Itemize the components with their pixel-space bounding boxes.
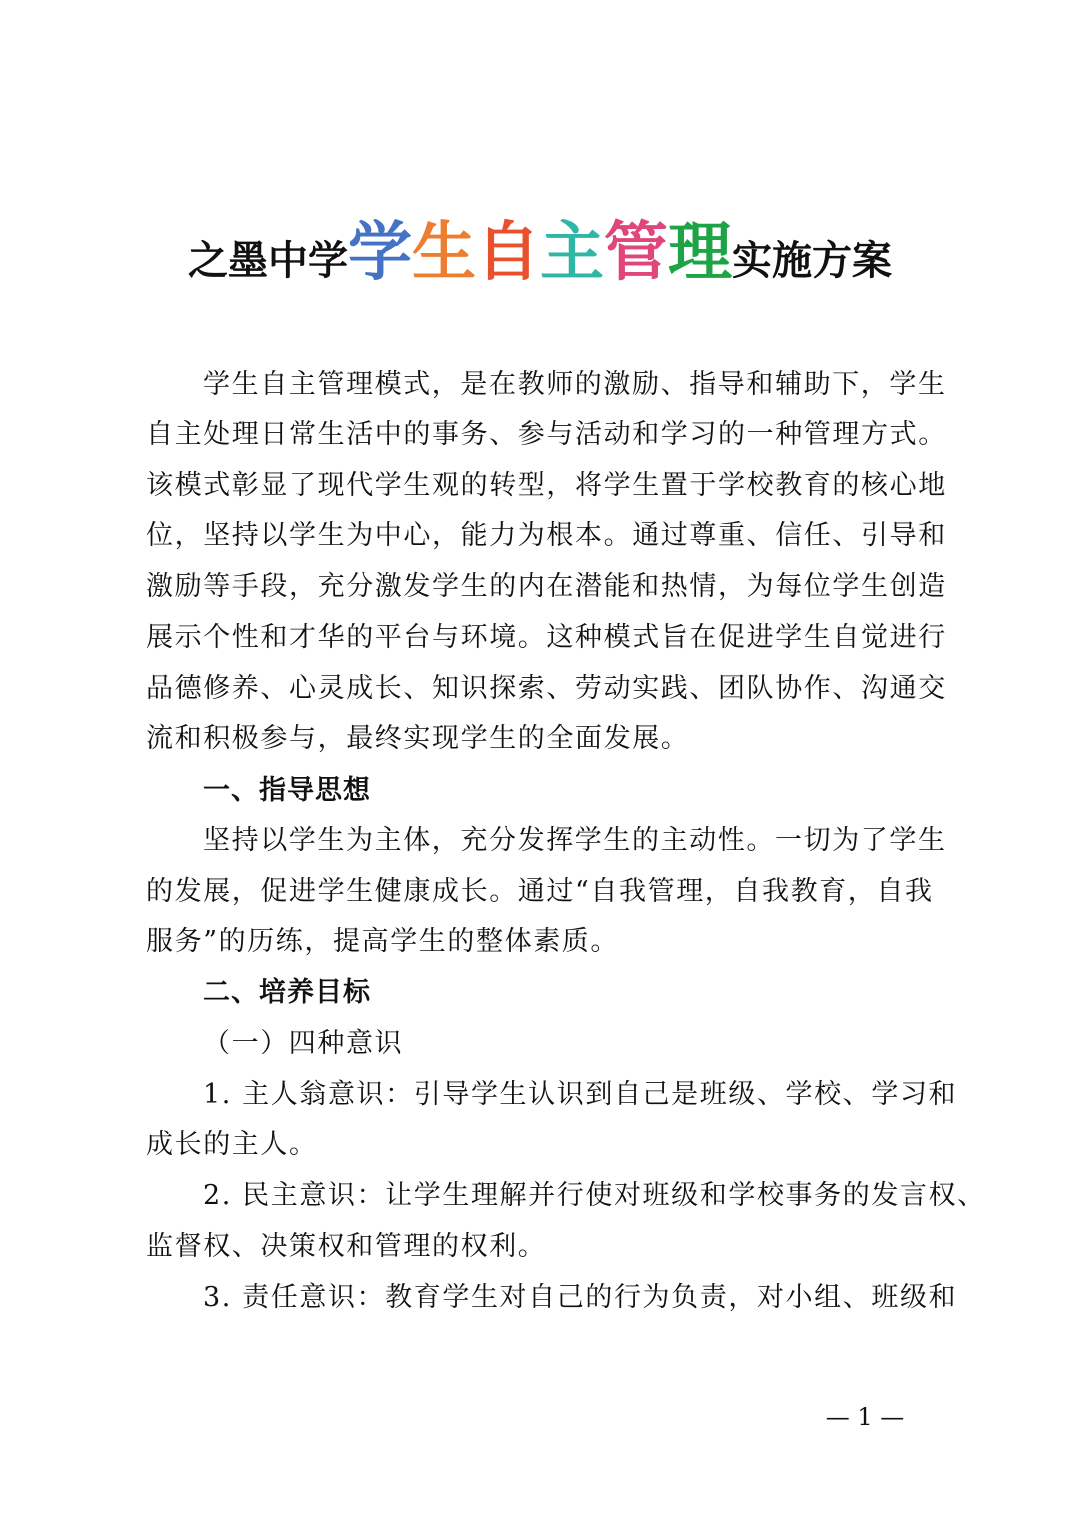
intro-line: 自主处理日常生活中的事务、参与活动和学习的一种管理方式。 — [146, 419, 947, 450]
title-highlight-char-4: 主 — [540, 216, 604, 290]
goal-item-line: 3. 责任意识：教育学生对自己的行为负责，对小组、班级和 — [203, 1282, 958, 1313]
page-number: — 1 — — [825, 1403, 905, 1431]
title-highlight-char-1: 学 — [348, 216, 412, 290]
intro-line: 品德修养、心灵成长、知识探索、劳动实践、团队协作、沟通交 — [146, 673, 947, 704]
title-highlight-char-2: 生 — [412, 216, 476, 290]
goal-item-line: 1. 主人翁意识：引导学生认识到自己是班级、学校、学习和 — [203, 1079, 958, 1110]
title-highlight-char-5: 管 — [604, 216, 668, 290]
section1-line: 坚持以学生为主体，充分发挥学生的主动性。一切为了学生 — [203, 825, 947, 856]
intro-line: 流和积极参与，最终实现学生的全面发展。 — [146, 723, 690, 754]
intro-line: 展示个性和才华的平台与环境。这种模式旨在促进学生自觉进行 — [146, 622, 947, 653]
section2-subheading: （一）四种意识 — [203, 1028, 404, 1059]
section1-heading: 一、指导思想 — [203, 775, 371, 806]
title-highlight-char-3: 自 — [476, 216, 540, 290]
document-title — [0, 218, 1080, 304]
goal-item-line: 监督权、决策权和管理的权利。 — [146, 1231, 547, 1262]
title-highlight-char-6: 理 — [668, 216, 732, 290]
intro-line: 该模式彰显了现代学生观的转型，将学生置于学校教育的核心地 — [146, 470, 947, 501]
goal-item-line: 2. 民主意识：让学生理解并行使对班级和学校事务的发言权、 — [203, 1180, 986, 1211]
section1-line: 服务”的历练，提高学生的整体素质。 — [146, 926, 620, 957]
intro-line: 位，坚持以学生为中心，能力为根本。通过尊重、信任、引导和 — [146, 520, 947, 551]
intro-line: 学生自主管理模式，是在教师的激励、指导和辅助下，学生 — [203, 369, 947, 400]
title-prefix: 之墨中学 — [188, 237, 348, 284]
title-suffix: 实施方案 — [732, 237, 892, 284]
section1-line: 的发展，促进学生健康成长。通过“自我管理，自我教育，自我 — [146, 876, 934, 907]
goal-item-line: 成长的主人。 — [146, 1129, 318, 1160]
intro-line: 激励等手段，充分激发学生的内在潜能和热情，为每位学生创造 — [146, 571, 947, 602]
section2-heading: 二、培养目标 — [203, 977, 371, 1008]
